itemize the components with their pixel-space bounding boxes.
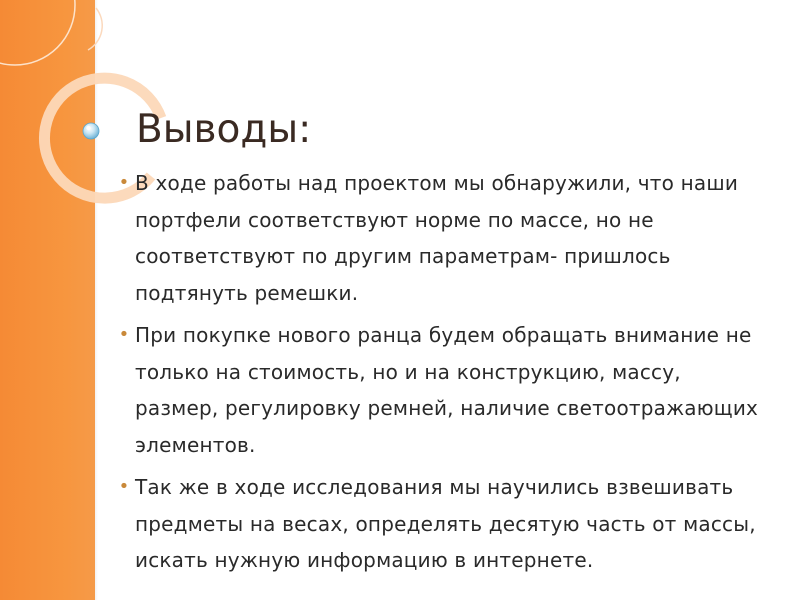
bullet-text: В ходе работы над проектом мы обнаружили, что наши портфели соответствуют норме по массе, но не соответствуют по другим параметрам- пришлось подтянуть ремешки. xyxy=(135,171,739,305)
large-ring-outline xyxy=(0,0,75,65)
bullet-marker: • xyxy=(118,324,130,345)
bullet-text: При покупке нового ранца будем обращать внимание не только на стоимость, но и на конструкцию, массу, размер, регулировку ремней, наличие светоотражающих элементов. xyxy=(135,323,759,457)
glass-orb-icon xyxy=(83,123,99,139)
bullet-marker: • xyxy=(118,476,130,497)
slide-title: Выводы: xyxy=(136,107,312,152)
bullet-item xyxy=(114,317,764,463)
bullet-list xyxy=(114,165,764,585)
small-ring-arc xyxy=(88,8,102,50)
bullet-item xyxy=(114,165,764,311)
bullet-text: Так же в ходе исследования мы научились взвешивать предметы на весах, определять десятую часть от массы, искать нужную информацию в интернете. xyxy=(135,475,756,572)
bullet-item xyxy=(114,469,764,579)
glass-orb-highlight xyxy=(86,126,90,130)
bullet-marker: • xyxy=(118,172,130,193)
